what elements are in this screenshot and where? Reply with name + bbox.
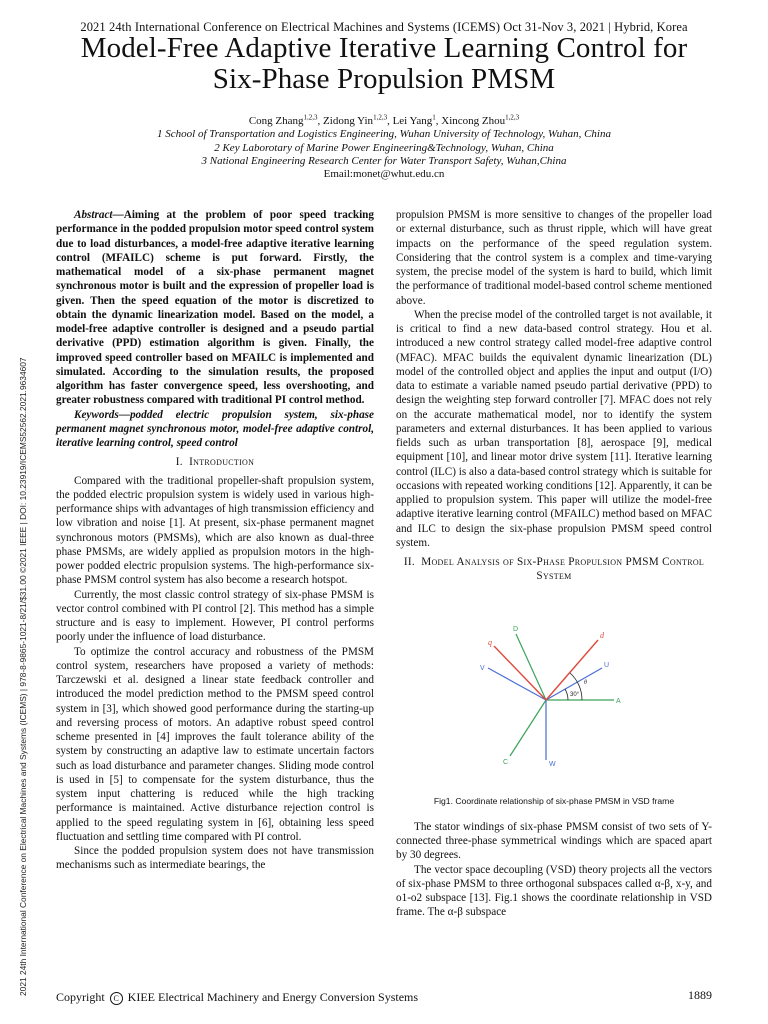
title-line-1: Model-Free Adaptive Iterative Learning Control for — [80, 32, 688, 64]
axis-D — [516, 634, 546, 700]
axis-C — [510, 700, 546, 756]
left-column — [56, 208, 374, 873]
footer-copyright — [56, 990, 418, 1005]
section-number: I. — [175, 456, 183, 469]
section-title: Introduction — [189, 456, 255, 469]
author-affil-sup: 1,2,3 — [303, 113, 318, 122]
affiliation: 3 National Engineering Research Center for Water Transport Safety, Wuhan,China — [201, 154, 567, 167]
author-affil-sup: 1,2,3 — [373, 113, 388, 122]
label-d: d — [600, 630, 604, 640]
section-number: II. — [403, 556, 416, 568]
label-angle-30: 30° — [570, 691, 580, 698]
affiliation: 2 Key Laborotary of Marine Power Engineering&Technology, Wuhan, China — [214, 141, 554, 154]
body-paragraph: The vector space decoupling (VSD) theory projects all the vectors of six-phase PMSM to three orthogonal subspaces called α-β, x-y, and o1-o2 subspace [13]. Fig.1 shows the coordinate relationship in VSD frame. The α-β subspace — [396, 863, 712, 919]
label-q: q — [488, 637, 492, 647]
axis-q — [494, 646, 546, 700]
label-U: U — [604, 661, 610, 669]
label-V: V — [480, 664, 485, 672]
author-name: Lei Yang — [392, 115, 433, 127]
author-block — [0, 115, 768, 181]
paper-title — [0, 33, 768, 95]
title-line-2: Six-Phase Propulsion PMSM — [212, 63, 556, 95]
author-list: Cong Zhang$^{1,2,3}$, Zidong Yin$^{1,2,3}$, Lei Yang$^1$, Xincong Zhou$^{1,2,3}$ — [248, 113, 520, 127]
abstract-label: Abstract — [74, 209, 113, 221]
axis-V — [488, 668, 546, 700]
body-paragraph: propulsion PMSM is more sensitive to changes of the propeller load or external disturbance, such as thrust ripple, which will have great impacts on the performance of the speed regulation system. Considering that the control system is a complex and time-varying system, the precise model of the system is hard to build, which limit the performance of traditional model-based control scheme mentioned above. — [396, 209, 712, 307]
label-D: D — [513, 625, 519, 633]
copyright-text: KIEE Electrical Machinery and Energy Conversion Systems — [127, 990, 419, 1004]
author-name: Xincong Zhou — [441, 115, 506, 127]
body-paragraph: Currently, the most classic control strategy of six-phase PMSM is vector control combined with PI control [2]. This method has a simple structure and is easy to implement. However, PI control performs poorly under the influence of load disturbance. — [56, 588, 374, 644]
body-paragraph: The stator windings of six-phase PMSM consist of two sets of Y-connected three-phase symmetrical windings which are spaced apart by 30 degrees. — [396, 820, 712, 862]
label-C: C — [503, 758, 509, 766]
abstract — [56, 208, 374, 408]
author-name: Cong Zhang — [248, 115, 304, 127]
body-paragraph: Since the podded propulsion system does not have transmission mechanisms such as intermediate bearings, the — [56, 845, 374, 872]
abstract-text: —Aiming at the problem of poor speed tracking performance in the podded propulsion motor speed control system due to load disturbances, a model-free adaptive iterative learning control (MFAILC) scheme is put forward. Firstly, the mathematical model of a six-phase permanent magnet synchronous motor is built and the expression of propeller load is given. Then the speed equation of the motor is discretized to obtain the dynamic linearization model. Based on the model, a model-free adaptive controller is designed and a pseudo partial derivative (PPD) estimation algorithm is given. Finally, the improved speed controller based on MFAILC is implemented and simulated. According to the simulation results, the proposed algorithm has faster convergence speed, less overshooting, and greater robustness compared with traditional PI control method. — [56, 209, 374, 407]
body-paragraph: When the precise model of the controlled target is not available, it is critical to find a new data-based control strategy. Hou et al. introduced a new control strategy called model-free adaptive control (MFAC). MFAC builds the equivalent dynamic linearization (DL) model of the controlled object and applies the input and output (I/O) data to estimate a variable named pseudo partial derivative (PPD) to design the weighting step forward controller [7]. MFAC does not rely on the accurate mathematical model, nor to identify the system parameters and external disturbances. It has been applied to various fields such as urban transportation [8], aerospace [9], medical equipment [10], and linear motor drive system [11]. Iterative learning control (ILC) is also a data-based control strategy which is suitable for occasions with repeated working conditions [12]. Apparently, it can be applied to propulsion system. This paper will utilize the model-free adaptive iterative learning control (MFAILC) method based on MFAC and ILC to design the six-phase propulsion PMSM speed control system. — [396, 308, 712, 549]
author-email: Email:monet@whut.edu.cn — [323, 168, 445, 181]
copyright-prefix: Copyright — [56, 990, 105, 1004]
label-theta: θ — [584, 679, 587, 686]
axis-d — [546, 640, 598, 700]
conference-header: 2021 24th International Conference on Electrical Machines and Systems (ICEMS) Oct 31-Nov 3, 2021 | Hybrid, Korea — [80, 20, 688, 34]
keywords-text: —podded electric propulsion system, six-phase permanent magnet synchronous motor, model-free adaptive control, iterative learning control, speed control — [56, 408, 374, 449]
copyright-icon: C — [110, 992, 123, 1005]
figure-caption: Fig1. Coordinate relationship of six-phase PMSM in VSD frame — [433, 795, 675, 806]
author-affil-sup: 1 — [432, 113, 436, 122]
page-number: 1889 — [688, 988, 712, 1002]
label-W: W — [549, 760, 556, 768]
author-affil-sup: 1,2,3 — [505, 113, 520, 122]
keywords — [56, 408, 374, 451]
vsd-coordinate-diagram — [396, 588, 712, 788]
author-name: Zidong Yin — [323, 115, 374, 127]
body-paragraph: Compared with the traditional propeller-shaft propulsion system, the podded electric propulsion system is widely used in various high-performance ships with advantages of high transmission efficiency and low vibration and noise [1]. At present, six-phase permanent magnet synchronous motors (PMSMs), which are also known as dual-three phase PMSMs, are widely applied as propulsion motors in the high-power podded electric propulsion systems. The high-performance six-phase PMSM control system has also become a research hotspot. — [56, 474, 374, 587]
section-title: Model Analysis of Six-Phase Propulsion PMSM Control System — [421, 556, 705, 583]
affiliation: 1 School of Transportation and Logistics Engineering, Wuhan University of Technology, Wuhan, China — [157, 128, 611, 141]
section-heading-intro — [56, 455, 374, 469]
label-A: A — [616, 697, 621, 705]
side-doi-text: 2021 24th International Conference on Electrical Machines and Systems (ICEMS) | 978-8-9865-1021-8/21/$31.00 ©2021 IEEE | DOI: 10.23919/ICEMS52562.2021.9634607 — [18, 357, 28, 996]
body-paragraph: To optimize the control accuracy and robustness of the PMSM control system, researchers have proposed a variety of methods: Tarczewski et al. designed a linear state feedback controller and introduced the model prediction method to the PMSM speed control system in [3], which showed good performance during the starting-up and reversing process of motors. An adaptive robust speed control scheme presented in [4] improves the fault tolerance ability of the system by constructing an adaptive law to estimate uncertain factors such as load disturbance and parameter changes. Sliding mode control is used in [5] to compensate for the system disturbance, thus the system input chattering is reduced while the high tracking performance is maintained. Active disturbance rejection control is applied to the speed regulating system in [6], obtaining less speed fluctuation and settling time compared with PI control. — [56, 645, 374, 843]
keywords-label: Keywords — [74, 408, 119, 421]
angle-arc-30 — [565, 689, 568, 700]
right-column — [396, 208, 712, 920]
section-heading-model — [396, 555, 712, 584]
figure-coordinate-diagram — [396, 588, 712, 788]
